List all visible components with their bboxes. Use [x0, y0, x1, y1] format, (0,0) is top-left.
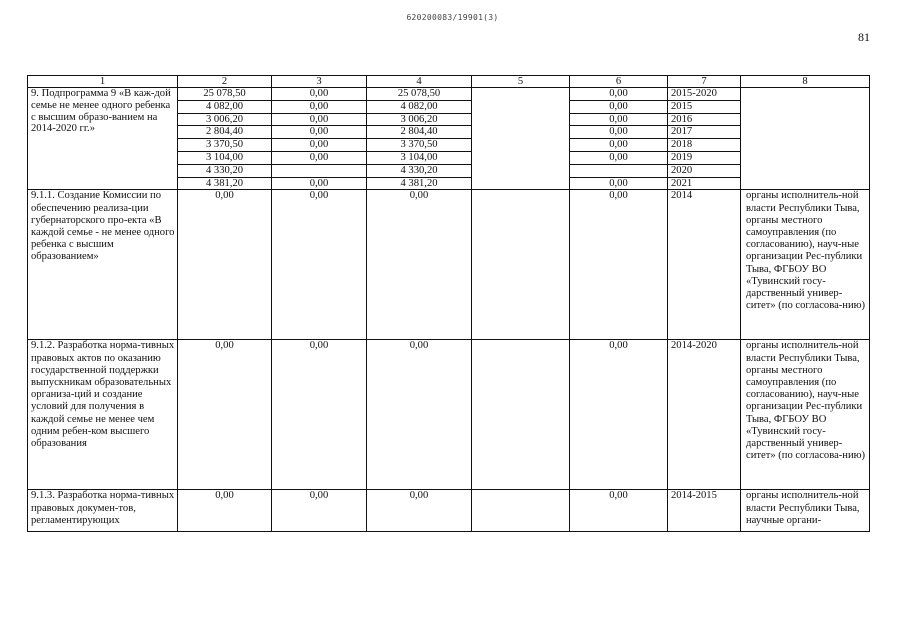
table-cell: 0,00: [178, 340, 272, 490]
column-header: 1: [28, 76, 178, 88]
table-cell: 0,00: [570, 139, 668, 152]
table-cell: 2017: [668, 126, 741, 139]
table-cell: 2021: [668, 177, 741, 190]
table-cell: 0,00: [570, 177, 668, 190]
responsible-orgs: органы исполнитель-ной власти Республики Тыва, органы местного самоуправления (по согласованию), науч-ные организации Рес-публики Тыва, ФГБОУ ВО «Тувинский госу-дарственный универ-ситет» (по согласова-нию): [741, 190, 870, 340]
table-cell: [741, 88, 870, 190]
document-header-code: 620200083/19901(3): [406, 13, 499, 22]
table-cell: 0,00: [570, 113, 668, 126]
column-header: 7: [668, 76, 741, 88]
column-header: 8: [741, 76, 870, 88]
table-cell: [472, 340, 570, 490]
table-cell: 0,00: [367, 340, 472, 490]
table-cell: 2015-2020: [668, 88, 741, 101]
table-cell: 0,00: [272, 177, 367, 190]
table-cell: 0,00: [272, 340, 367, 490]
table-cell: 3 006,20: [178, 113, 272, 126]
table-cell: 0,00: [367, 490, 472, 532]
activity-label: 9.1.2. Разработка норма-тивных правовых актов по оказанию государственной поддержки выпускникам образовательных организа-ций и создание условий для получения в каждой семье не менее чем одним ребен-ком высшего образования: [28, 340, 178, 490]
table-cell: 3 370,50: [367, 139, 472, 152]
table-cell: 0,00: [570, 88, 668, 101]
table-cell: 0,00: [570, 126, 668, 139]
table-cell: 0,00: [272, 113, 367, 126]
table-cell: 25 078,50: [178, 88, 272, 101]
table-cell: [570, 164, 668, 177]
table-cell: 0,00: [570, 100, 668, 113]
table-cell: 25 078,50: [367, 88, 472, 101]
table-cell: 0,00: [272, 100, 367, 113]
responsible-orgs: органы исполнитель-ной власти Республики Тыва, органы местного самоуправления (по согласованию), науч-ные организации Рес-публики Тыва, ФГБОУ ВО «Тувинский госу-дарственный универ-ситет» (по согласова-нию): [741, 340, 870, 490]
table-cell: 4 082,00: [178, 100, 272, 113]
table-cell: 0,00: [272, 139, 367, 152]
table-cell: 3 006,20: [367, 113, 472, 126]
table-cell: 3 104,00: [178, 151, 272, 164]
table-cell: 4 381,20: [178, 177, 272, 190]
table-cell: 4 381,20: [367, 177, 472, 190]
table-cell: 0,00: [570, 151, 668, 164]
table-cell: 0,00: [272, 151, 367, 164]
table-cell: 4 330,20: [178, 164, 272, 177]
table-cell: 2014-2020: [668, 340, 741, 490]
table-cell: 0,00: [272, 88, 367, 101]
table-cell: 0,00: [570, 190, 668, 340]
table-cell: 2019: [668, 151, 741, 164]
column-header: 6: [570, 76, 668, 88]
column-header: 5: [472, 76, 570, 88]
table-cell: 0,00: [367, 190, 472, 340]
column-header: 4: [367, 76, 472, 88]
table-cell: 0,00: [272, 490, 367, 532]
header-row: [28, 76, 870, 88]
table-cell: 2016: [668, 113, 741, 126]
table-cell: 2015: [668, 100, 741, 113]
table-cell: 0,00: [570, 490, 668, 532]
subprogram-label: 9. Подпрограмма 9 «В каж-дой семье не менее одного ребенка с высшим образо-ванием на 2014-2020 гг.»: [28, 88, 178, 190]
program-table: [27, 75, 870, 532]
activity-label: 9.1.1. Создание Комиссии по обеспечению реализа-ции губернаторского про-екта «В каждой семье - не менее одного ребенка с высшим образованием»: [28, 190, 178, 340]
table-cell: 0,00: [272, 126, 367, 139]
table-cell: 2014: [668, 190, 741, 340]
subprogram-row: [28, 88, 870, 101]
table-cell: 0,00: [272, 190, 367, 340]
responsible-orgs: органы исполнитель-ной власти Республики Тыва, научные органи-: [741, 490, 870, 532]
table-cell: 0,00: [570, 340, 668, 490]
table-cell: [472, 88, 570, 190]
table-cell: [272, 164, 367, 177]
table-cell: 0,00: [178, 190, 272, 340]
activity-row: [28, 490, 870, 532]
page-number: 81: [858, 30, 870, 44]
table-cell: 2 804,40: [367, 126, 472, 139]
table-cell: [472, 190, 570, 340]
table-cell: 3 370,50: [178, 139, 272, 152]
activity-row: [28, 190, 870, 340]
activity-row: [28, 340, 870, 490]
activity-label: 9.1.3. Разработка норма-тивных правовых докумен-тов, регламентирующих: [28, 490, 178, 532]
table-cell: 2 804,40: [178, 126, 272, 139]
table-cell: 4 330,20: [367, 164, 472, 177]
table-cell: 0,00: [178, 490, 272, 532]
column-header: 3: [272, 76, 367, 88]
table-cell: 2014-2015: [668, 490, 741, 532]
table-cell: 4 082,00: [367, 100, 472, 113]
column-header: 2: [178, 76, 272, 88]
table-cell: 3 104,00: [367, 151, 472, 164]
table-cell: 2020: [668, 164, 741, 177]
table-cell: [472, 490, 570, 532]
table-cell: 2018: [668, 139, 741, 152]
